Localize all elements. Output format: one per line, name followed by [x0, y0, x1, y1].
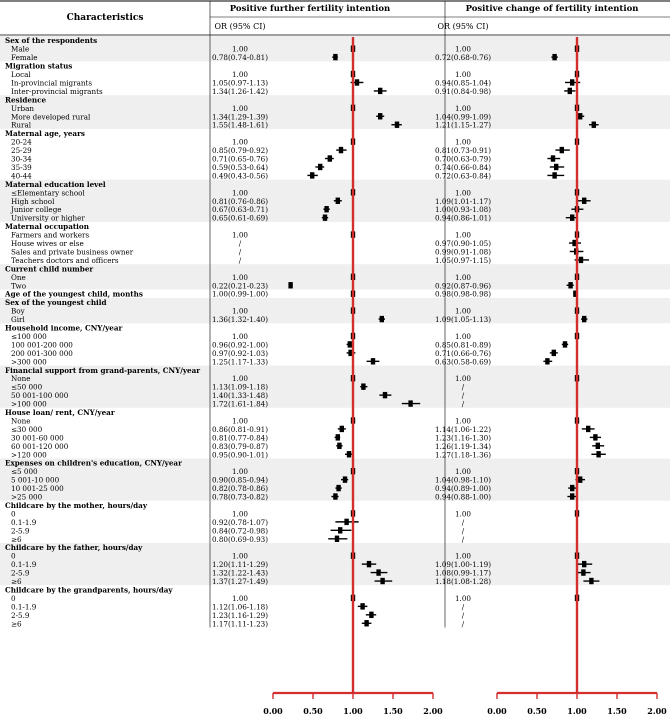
row-label: ≥6: [11, 619, 22, 629]
left-panel-title: Positive further fertility intention: [229, 4, 391, 14]
row-shade: [0, 399, 670, 407]
right-tick-label: 2.00: [647, 706, 667, 716]
left-or-text: 0.65(0.61-0.69): [211, 213, 269, 223]
right-or-marker: [570, 214, 574, 220]
left-or-text: 1.00: [231, 551, 249, 561]
right-or-text: 0.97(0.90-1.05): [434, 239, 492, 249]
right-or-text: /: [461, 602, 465, 612]
right-or-text: 1.04(0.98-1.10): [434, 475, 492, 485]
left-tick-label: 0.00: [263, 706, 283, 716]
row-label: Junior college: [11, 205, 62, 215]
left-or-marker: [380, 578, 384, 584]
row-label: 2-5.9: [11, 610, 30, 620]
left-or-text: 0.49(0.43-0.56): [211, 171, 269, 181]
right-or-marker: [552, 54, 556, 60]
row-label: 25-29: [11, 146, 32, 156]
row-shade: [0, 112, 670, 120]
left-or-text: 1.25(1.17-1.33): [211, 357, 269, 367]
left-or-text: 1.20(1.11-1.29): [211, 560, 269, 570]
left-or-marker: [378, 113, 382, 119]
row-shade: [0, 95, 670, 103]
left-or-marker: [338, 527, 342, 533]
row-label: ≥6: [11, 534, 22, 544]
row-shade: [0, 104, 670, 112]
right-or-marker: [551, 155, 555, 161]
left-or-text: 1.05(0.97-1.13): [211, 78, 269, 88]
left-or-marker: [360, 603, 364, 609]
row-shade: [0, 551, 670, 559]
right-or-text: /: [461, 619, 465, 629]
right-or-ci-header: OR (95% CI): [437, 22, 489, 31]
left-or-text: 1.00: [231, 44, 249, 54]
group-header-label: Current child number: [5, 264, 94, 274]
right-or-text: 0.70(0.63-0.79): [434, 154, 492, 164]
left-or-marker: [344, 519, 348, 525]
right-or-marker: [570, 485, 574, 491]
right-or-marker: [582, 198, 586, 204]
left-or-text: 0.78(0.74-0.81): [211, 53, 269, 63]
row-shade: [0, 121, 670, 129]
right-tick-label: 0.50: [527, 706, 547, 716]
left-or-marker: [348, 341, 352, 347]
row-label: 200 001-300 000: [11, 348, 73, 358]
row-label: 0.1-1.9: [11, 560, 37, 570]
left-or-text: 1.00: [231, 103, 249, 113]
group-header-label: Residence: [5, 95, 47, 105]
left-or-text: 1.13(1.09-1.18): [211, 382, 269, 392]
right-or-text: 0.94(0.88-1.00): [434, 492, 492, 502]
row-label: Sales and private business owner: [11, 247, 134, 257]
left-or-marker: [336, 198, 340, 204]
left-or-text: 0.82(0.78-0.86): [211, 484, 269, 494]
left-tick-label: 2.00: [423, 706, 443, 716]
left-or-text: 1.00(0.99-1.00): [211, 289, 269, 299]
left-or-text: 1.00: [231, 188, 249, 198]
right-or-text: 0.94(0.86-1.01): [434, 213, 492, 223]
right-or-marker: [563, 341, 567, 347]
left-or-text: 1.23(1.16-1.29): [211, 610, 269, 620]
right-or-marker: [582, 561, 586, 567]
left-or-text: /: [238, 247, 242, 257]
right-or-text: 0.81(0.73-0.91): [434, 146, 492, 156]
left-or-marker: [367, 561, 371, 567]
right-or-text: 1.18(1.08-1.28): [434, 577, 492, 587]
right-or-text: 1.00: [454, 70, 472, 80]
right-or-text: 1.00: [454, 137, 472, 147]
group-header-label: Sex of the respondents: [5, 36, 98, 46]
left-or-text: 1.00: [231, 416, 249, 426]
row-shade: [0, 475, 670, 483]
right-or-text: 1.00: [454, 467, 472, 477]
left-or-text: 0.22(0.21-0.23): [211, 281, 269, 291]
row-label: Teachers doctors and officers: [11, 255, 119, 265]
right-tick-label: 1.00: [567, 706, 587, 716]
row-label: ≤50 000: [11, 382, 43, 392]
left-or-text: 0.59(0.53-0.64): [211, 162, 269, 172]
right-or-text: /: [461, 610, 465, 620]
row-label: Inter-provincial migrants: [11, 86, 103, 96]
group-header-label: Sex of the youngest child: [5, 298, 107, 308]
row-shade: [0, 560, 670, 568]
row-label: 0: [11, 551, 16, 561]
row-label: 30-34: [11, 154, 32, 164]
row-shade: [0, 44, 670, 52]
left-or-ci-header: OR (95% CI): [214, 22, 266, 31]
row-label: Rural: [11, 120, 32, 130]
right-or-marker: [582, 316, 586, 322]
right-or-marker: [578, 476, 582, 482]
right-or-text: 1.00: [454, 306, 472, 316]
left-tick-label: 1.50: [383, 706, 403, 716]
left-or-text: 1.12(1.06-1.18): [211, 602, 269, 612]
row-shade: [0, 391, 670, 399]
left-or-text: 0.78(0.73-0.82): [211, 492, 269, 502]
left-tick-label: 0.50: [303, 706, 323, 716]
row-label: 0: [11, 593, 16, 603]
left-or-text: 1.00: [231, 70, 249, 80]
left-or-marker: [347, 451, 351, 457]
left-or-text: 1.00: [231, 593, 249, 603]
right-or-marker: [545, 358, 549, 364]
left-or-marker: [318, 164, 322, 170]
right-or-marker: [568, 88, 572, 94]
row-label: 35-39: [11, 162, 32, 172]
row-label: Two: [11, 281, 27, 291]
characteristics-header: Characteristics: [66, 13, 144, 23]
left-or-marker: [378, 88, 382, 94]
left-or-text: 0.81(0.77-0.84): [211, 433, 269, 443]
left-or-text: 0.96(0.92-1.00): [211, 340, 269, 350]
row-label: 100 001-200 000: [11, 340, 73, 350]
right-or-text: 1.00: [454, 374, 472, 384]
row-label: Male: [11, 44, 30, 54]
row-label: Local: [11, 70, 31, 80]
right-tick-label: 0.00: [487, 706, 507, 716]
right-or-text: 1.05(0.97-1.15): [434, 255, 492, 265]
right-or-text: /: [461, 517, 465, 527]
left-or-marker: [323, 214, 327, 220]
left-or-text: 1.00: [231, 137, 249, 147]
left-or-marker: [376, 569, 380, 575]
left-or-text: 1.40(1.33-1.48): [211, 391, 269, 401]
row-label: >120 000: [11, 450, 47, 460]
left-or-text: /: [238, 239, 242, 249]
row-shade: [0, 568, 670, 576]
left-or-marker: [333, 54, 337, 60]
row-label: >300 000: [11, 357, 47, 367]
left-or-text: 1.55(1.48-1.61): [211, 120, 269, 130]
left-or-marker: [340, 426, 344, 432]
left-or-text: 0.83(0.79-0.87): [211, 441, 269, 451]
left-or-text: 0.85(0.79-0.92): [211, 146, 269, 156]
row-shade: [0, 273, 670, 281]
right-or-marker: [593, 434, 597, 440]
right-or-text: /: [461, 399, 465, 409]
right-or-marker: [570, 493, 574, 499]
group-header-label: Maternal age, years: [5, 129, 85, 139]
row-label: 0: [11, 509, 16, 519]
row-label: High school: [11, 196, 55, 206]
left-or-text: 1.00: [231, 230, 249, 240]
group-header-label: Household income, CNY/year: [5, 323, 123, 333]
right-or-text: 0.71(0.66-0.76): [434, 348, 492, 358]
row-label: House wives or else: [11, 239, 84, 249]
left-or-marker: [343, 476, 347, 482]
left-or-marker: [355, 79, 359, 85]
left-or-text: 1.00: [231, 467, 249, 477]
row-label: One: [11, 272, 26, 282]
row-shade: [0, 315, 670, 323]
row-label: 50 001-100 000: [11, 391, 69, 401]
right-or-text: 1.23(1.16-1.30): [434, 433, 492, 443]
right-or-text: 1.00: [454, 44, 472, 54]
group-header-label: Maternal occupation: [5, 222, 89, 232]
row-shade: [0, 374, 670, 382]
left-or-text: 1.32(1.22-1.43): [211, 568, 269, 578]
row-label: >25 000: [11, 492, 43, 502]
right-or-marker: [596, 451, 600, 457]
row-label: None: [11, 416, 31, 426]
right-or-marker: [579, 257, 583, 263]
left-or-text: 1.00: [231, 272, 249, 282]
right-or-text: 1.00: [454, 188, 472, 198]
marks-layer: [288, 45, 605, 629]
group-header-label: Childcare by the grandparents, hours/day: [5, 585, 173, 595]
row-label: 20-24: [11, 137, 32, 147]
right-or-text: 1.00: [454, 331, 472, 341]
right-or-text: 1.27(1.18-1.36): [434, 450, 492, 460]
right-tick-label: 1.50: [607, 706, 627, 716]
right-or-marker: [592, 122, 596, 128]
right-or-marker: [570, 79, 574, 85]
row-shade: [0, 382, 670, 390]
right-or-text: 1.09(1.05-1.13): [434, 315, 492, 325]
left-or-marker: [310, 172, 314, 178]
left-or-text: /: [238, 255, 242, 265]
group-header-label: Childcare by the mother, hours/day: [5, 500, 148, 510]
row-label: ≤30 000: [11, 424, 43, 434]
left-or-marker: [337, 443, 341, 449]
left-or-text: 0.81(0.76-0.86): [211, 196, 269, 206]
left-or-text: 1.36(1.32-1.40): [211, 315, 269, 325]
group-header-label: Maternal education level: [5, 179, 106, 189]
left-or-text: 1.00: [231, 331, 249, 341]
row-label: Boy: [11, 306, 25, 316]
right-or-text: 0.92(0.87-0.96): [434, 281, 492, 291]
left-or-text: 0.80(0.69-0.93): [211, 534, 269, 544]
right-or-marker: [589, 578, 593, 584]
row-label: ≤5 000: [11, 467, 38, 477]
left-or-text: 1.00: [231, 306, 249, 316]
row-label: Girl: [11, 315, 25, 325]
left-or-marker: [324, 206, 328, 212]
row-label: >100 000: [11, 399, 47, 409]
right-or-text: 1.00: [454, 509, 472, 519]
row-shade: [0, 306, 670, 314]
left-or-marker: [364, 620, 368, 626]
right-or-text: 0.85(0.81-0.89): [434, 340, 492, 350]
right-or-text: 0.63(0.58-0.69): [434, 357, 492, 367]
left-or-marker: [336, 434, 340, 440]
right-or-marker: [560, 147, 564, 153]
right-or-text: /: [461, 526, 465, 536]
right-or-text: 1.09(1.01-1.17): [434, 196, 492, 206]
right-or-text: /: [461, 534, 465, 544]
right-or-text: 1.14(1.06-1.22): [434, 424, 492, 434]
right-or-text: 1.08(0.99-1.17): [434, 568, 492, 578]
row-label: None: [11, 374, 31, 384]
left-or-marker: [371, 358, 375, 364]
group-header-label: Expenses on children's education, CNY/year: [5, 458, 182, 468]
left-or-text: 0.90(0.85-0.94): [211, 475, 269, 485]
left-or-marker: [383, 392, 387, 398]
right-panel-title: Positive change of fertility intention: [465, 4, 639, 14]
left-or-marker: [408, 400, 412, 406]
left-or-marker: [369, 612, 373, 618]
left-or-marker: [395, 122, 399, 128]
left-or-marker: [361, 383, 365, 389]
row-label: 40-44: [11, 171, 32, 181]
right-or-text: 1.00: [454, 103, 472, 113]
left-or-text: 0.71(0.65-0.76): [211, 154, 269, 164]
right-or-marker: [578, 113, 582, 119]
row-label: 2-5.9: [11, 568, 30, 578]
left-or-text: 0.67(0.63-0.71): [211, 205, 269, 215]
row-label: 30 001-60 000: [11, 433, 64, 443]
row-shade: [0, 36, 670, 44]
left-or-text: 1.00: [231, 509, 249, 519]
right-or-text: 1.00: [454, 593, 472, 603]
left-or-text: 1.72(1.61-1.84): [211, 399, 269, 409]
left-or-marker: [328, 155, 332, 161]
left-or-text: 1.34(1.26-1.42): [211, 86, 269, 96]
row-label: Urban: [11, 103, 35, 113]
right-or-text: 0.99(0.91-1.08): [434, 247, 492, 257]
row-label: 5 001-10 000: [11, 475, 60, 485]
group-header-label: Age of the youngest child, months: [5, 289, 143, 299]
right-or-marker: [552, 350, 556, 356]
row-label: ≤Elementary school: [11, 188, 85, 198]
group-header-label: Financial support from grand-parents, CNY/year: [5, 365, 201, 375]
right-or-text: 1.04(0.99-1.09): [434, 112, 492, 122]
left-or-marker: [333, 493, 337, 499]
left-or-text: 0.84(0.72-0.98): [211, 526, 269, 536]
group-header-label: Childcare by the father, hours/day: [5, 543, 143, 553]
row-label: Farmers and workers: [11, 230, 90, 240]
row-label: ≤100 000: [11, 331, 47, 341]
group-header-label: House loan/ rent, CNY/year: [5, 408, 115, 418]
left-or-text: 0.86(0.81-0.91): [211, 424, 269, 434]
left-tick-label: 1.00: [343, 706, 363, 716]
left-or-marker: [335, 536, 339, 542]
right-or-marker: [552, 172, 556, 178]
right-or-text: 0.94(0.85-1.04): [434, 78, 492, 88]
row-shade: [0, 577, 670, 585]
row-label: 0.1-1.9: [11, 517, 37, 527]
row-label: 10 001-25 000: [11, 484, 64, 494]
right-or-marker: [586, 426, 590, 432]
left-or-text: 0.97(0.92-1.03): [211, 348, 269, 358]
row-label: In-provincial migrants: [11, 78, 93, 88]
row-label: Female: [11, 53, 38, 63]
right-or-text: 0.72(0.68-0.76): [434, 53, 492, 63]
right-or-text: 0.74(0.66-0.84): [434, 162, 492, 172]
row-shade: [0, 205, 670, 213]
left-or-marker: [288, 282, 292, 288]
row-label: 0.1-1.9: [11, 602, 37, 612]
right-or-text: 0.72(0.63-0.84): [434, 171, 492, 181]
row-label: University or higher: [11, 213, 85, 223]
left-or-text: 0.92(0.78-1.07): [211, 517, 269, 527]
row-label: 2-5.9: [11, 526, 30, 536]
row-shade: [0, 188, 670, 196]
right-or-marker: [568, 282, 572, 288]
right-or-text: 1.00: [454, 416, 472, 426]
right-or-text: 1.09(1.00-1.19): [434, 560, 492, 570]
row-shade: [0, 467, 670, 475]
right-or-text: 1.21(1.15-1.27): [434, 120, 492, 130]
left-or-text: 0.95(0.90-1.01): [211, 450, 269, 460]
right-or-text: 1.00(0.93-1.08): [434, 205, 492, 215]
right-or-text: /: [461, 382, 465, 392]
right-or-text: 1.00: [454, 272, 472, 282]
left-or-marker: [380, 316, 384, 322]
left-or-text: 1.00: [231, 374, 249, 384]
right-or-marker: [554, 164, 558, 170]
right-or-text: 0.94(0.89-1.00): [434, 484, 492, 494]
left-or-text: 1.34(1.29-1.39): [211, 112, 269, 122]
left-or-marker: [336, 485, 340, 491]
right-or-text: 0.98(0.98-0.98): [434, 289, 492, 299]
right-or-marker: [581, 569, 585, 575]
row-label: ≥6: [11, 577, 22, 587]
left-or-text: 1.37(1.27-1.49): [211, 577, 269, 587]
right-or-text: /: [461, 391, 465, 401]
right-or-marker: [596, 443, 600, 449]
left-or-text: 1.17(1.11-1.23): [211, 619, 269, 629]
right-or-text: 1.00: [454, 551, 472, 561]
right-or-text: 1.26(1.19-1.34): [434, 441, 492, 451]
right-or-text: 1.00: [454, 230, 472, 240]
row-label: More developed rural: [11, 112, 91, 122]
left-or-marker: [339, 147, 343, 153]
row-label: 60 001-120 000: [11, 441, 69, 451]
right-or-text: 0.91(0.84-0.98): [434, 86, 492, 96]
group-header-label: Migration status: [5, 61, 73, 71]
row-shade: [0, 264, 670, 272]
